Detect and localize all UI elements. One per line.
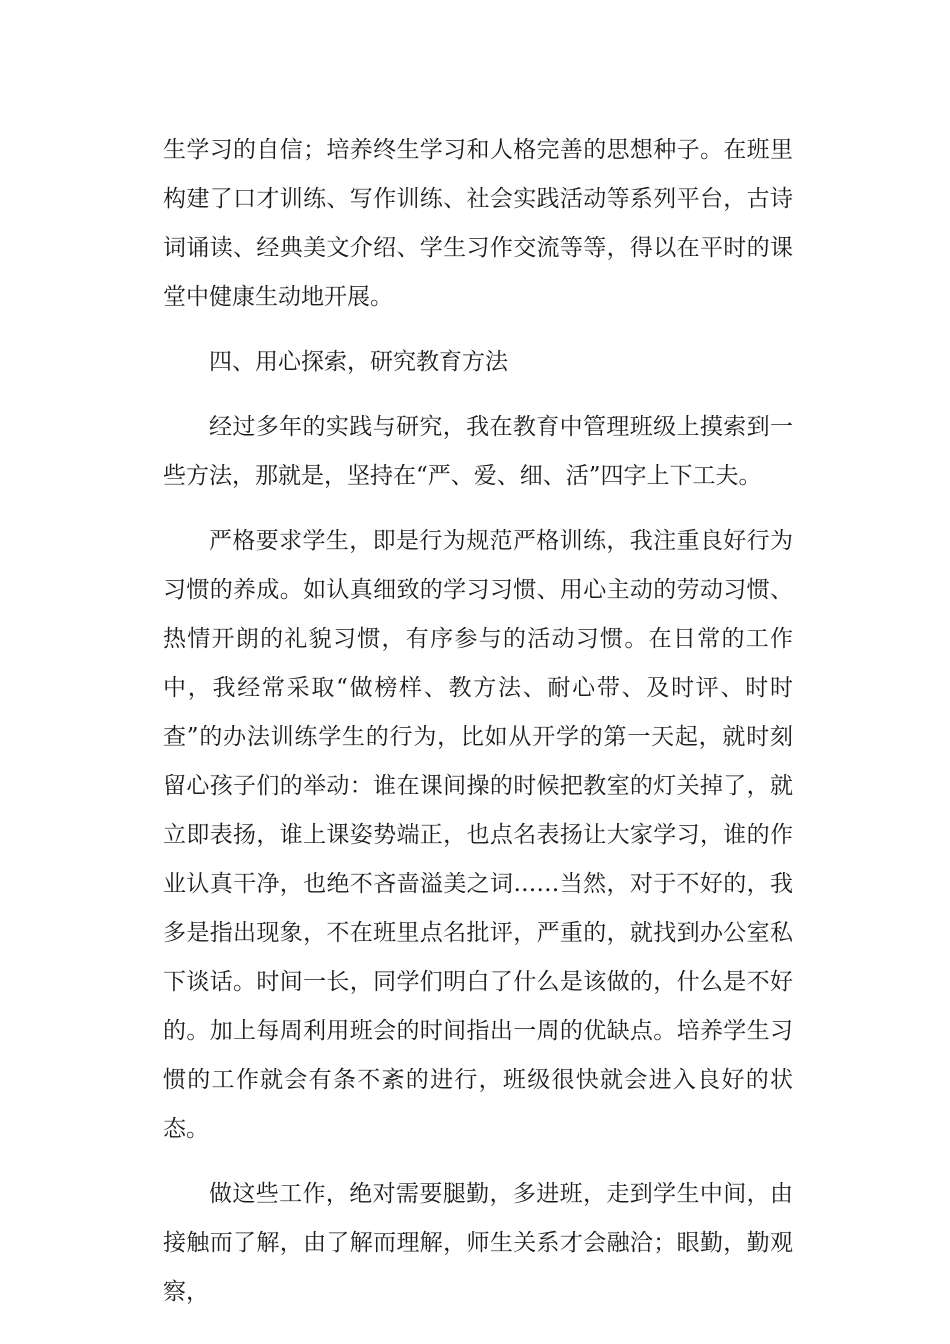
document-body [163, 126, 793, 1333]
paragraph-diligence: 做这些工作，绝对需要腿勤，多进班，走到学生中间，由接触而了解，由了解而理解，师生关系才会融洽；眼勤，勤观察， [163, 1181, 793, 1305]
paragraph-strict-requirements: 严格要求学生，即是行为规范严格训练，我注重良好行为习惯的养成。如认真细致的学习习惯、用心主动的劳动习惯、热情开朗的礼貌习惯，有序参与的活动习惯。在日常的工作中，我经常采取“做榜样、教方法、耐心带、及时评、时时查”的办法训练学生的行为，比如从开学的第一天起，就时刻留心孩子们的举动：谁在课间操的时候把教室的灯关掉了，就立即表扬，谁上课姿势端正，也点名表扬让大家学习，谁的作业认真干净，也绝不吝啬溢美之词……当然，对于不好的，我多是指出现象，不在班里点名批评，严重的，就找到办公室私下谈话。时间一长，同学们明白了什么是该做的，什么是不好的。加上每周利用班会的时间指出一周的优缺点。培养学生习惯的工作就会有条不紊的进行，班级很快就会进入良好的状态。 [163, 528, 793, 1142]
paragraph-methods-intro: 经过多年的实践与研究，我在教育中管理班级上摸索到一些方法，那就是，坚持在“严、爱、细、活”四字上下工夫。 [163, 414, 793, 489]
section-heading: 四、用心探索，研究教育方法 [209, 349, 508, 375]
paragraph-continuation: 生学习的自信；培养终生学习和人格完善的思想种子。在班里构建了口才训练、写作训练、社会实践活动等系列平台，古诗词诵读、经典美文介绍、学生习作交流等等，得以在平时的课堂中健康生动地开展。 [163, 137, 793, 310]
